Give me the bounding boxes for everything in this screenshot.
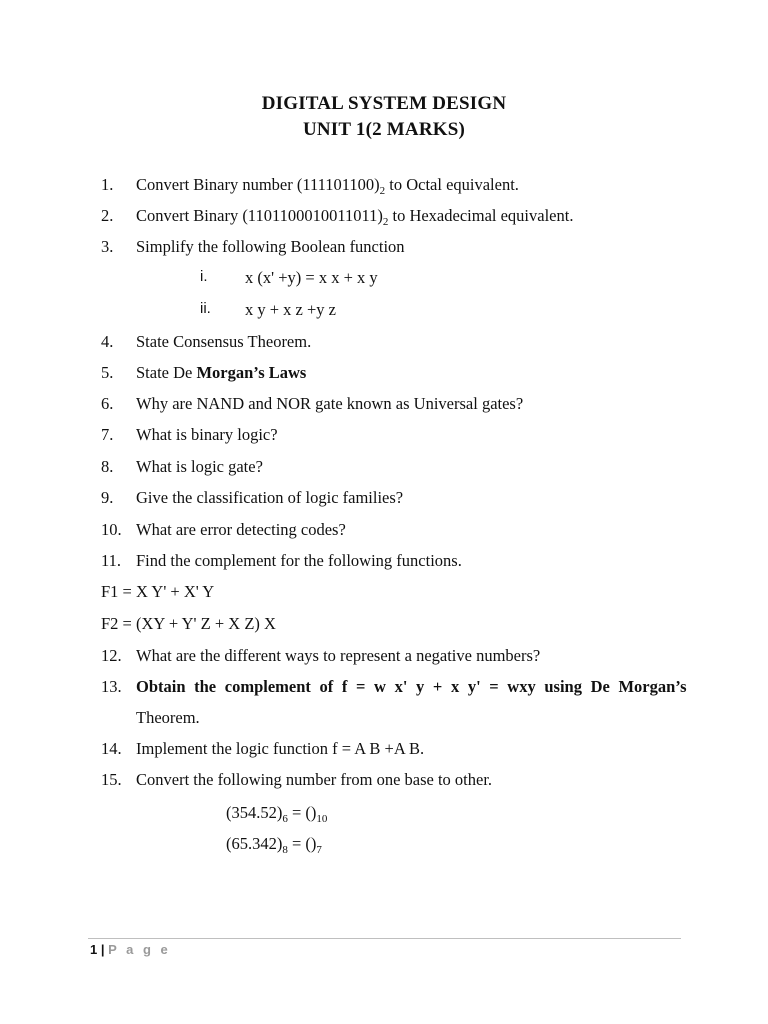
target-base-subscript: 7 bbox=[316, 844, 322, 856]
question-text bbox=[136, 363, 306, 383]
part-number: i. bbox=[200, 268, 208, 285]
footer-separator: | bbox=[97, 942, 109, 957]
question-text-end: to Octal equivalent. bbox=[385, 175, 519, 194]
footer-divider bbox=[88, 938, 681, 939]
question-number: 3. bbox=[101, 237, 114, 256]
page-footer bbox=[90, 942, 171, 957]
question-number: 15. bbox=[101, 770, 122, 789]
base-subscript: 8 bbox=[282, 844, 288, 856]
question-text: What is logic gate? bbox=[136, 457, 263, 476]
page-subtitle: UNIT 1(2 MARKS) bbox=[302, 119, 466, 140]
question-text: What are error detecting codes? bbox=[136, 520, 346, 539]
conversion-equals: = () bbox=[287, 803, 317, 822]
question-text: Find the complement for the following functions. bbox=[136, 551, 462, 570]
question-text: Give the classification of logic families? bbox=[136, 488, 404, 507]
question-text: Simplify the following Boolean function bbox=[136, 237, 405, 256]
function-f2: F2 = (XY + Y' Z + X Z) X bbox=[101, 614, 276, 633]
question-number: 10. bbox=[101, 520, 122, 539]
base-subscript: 2 bbox=[382, 216, 389, 228]
question-text-bold: Morgan’s Laws bbox=[196, 363, 307, 382]
question-text bbox=[136, 175, 519, 197]
question-text: Why are NAND and NOR gate known as Universal gates? bbox=[136, 394, 524, 413]
question-number: 2. bbox=[101, 206, 114, 225]
question-text-main: Convert Binary (1101100010011011) bbox=[136, 206, 383, 225]
question-text: Convert the following number from one base to other. bbox=[136, 770, 493, 789]
base-subscript: 6 bbox=[282, 813, 288, 825]
question-number: 1. bbox=[101, 175, 114, 194]
question-number: 8. bbox=[101, 457, 114, 476]
question-text: What is binary logic? bbox=[136, 425, 278, 444]
question-number: 13. bbox=[101, 677, 122, 696]
target-base-subscript: 10 bbox=[316, 813, 328, 825]
base-subscript: 2 bbox=[379, 185, 386, 197]
question-number: 9. bbox=[101, 488, 114, 507]
question-text: State Consensus Theorem. bbox=[136, 332, 312, 351]
part-number: ii. bbox=[200, 300, 211, 317]
conversion-number: (354.52) bbox=[226, 803, 283, 822]
question-number: 7. bbox=[101, 425, 114, 444]
question-text bbox=[136, 206, 573, 228]
question-text-end: to Hexadecimal equivalent. bbox=[388, 206, 574, 225]
part-text: x (x' +y) = x x + x y bbox=[245, 268, 378, 287]
question-number: 6. bbox=[101, 394, 114, 413]
question-number: 5. bbox=[101, 363, 114, 382]
page-number: 1 bbox=[90, 942, 98, 957]
question-13-continuation: Theorem. bbox=[136, 708, 200, 727]
page-title: DIGITAL SYSTEM DESIGN bbox=[261, 93, 507, 114]
question-text: Implement the logic function f = A B +A B. bbox=[136, 739, 425, 758]
question-text-main: Convert Binary number (111101100) bbox=[136, 175, 380, 194]
question-number: 4. bbox=[101, 332, 114, 351]
question-text: What are the different ways to represent a negative numbers? bbox=[136, 646, 541, 665]
conversion-1 bbox=[226, 803, 327, 825]
question-text-main: State De bbox=[136, 363, 197, 382]
question-number: 12. bbox=[101, 646, 122, 665]
question-number: 11. bbox=[101, 551, 122, 570]
page-label: P a g e bbox=[108, 942, 171, 957]
function-f1: F1 = X Y' + X' Y bbox=[101, 582, 215, 601]
part-text: x y + x z +y z bbox=[245, 300, 337, 319]
conversion-2 bbox=[226, 834, 322, 856]
question-number: 14. bbox=[101, 739, 122, 758]
question-text: Obtain the complement of f = w x' y + x y' = wxy using De Morgan’s bbox=[136, 677, 687, 696]
conversion-equals: = () bbox=[287, 834, 317, 853]
conversion-number: (65.342) bbox=[226, 834, 283, 853]
